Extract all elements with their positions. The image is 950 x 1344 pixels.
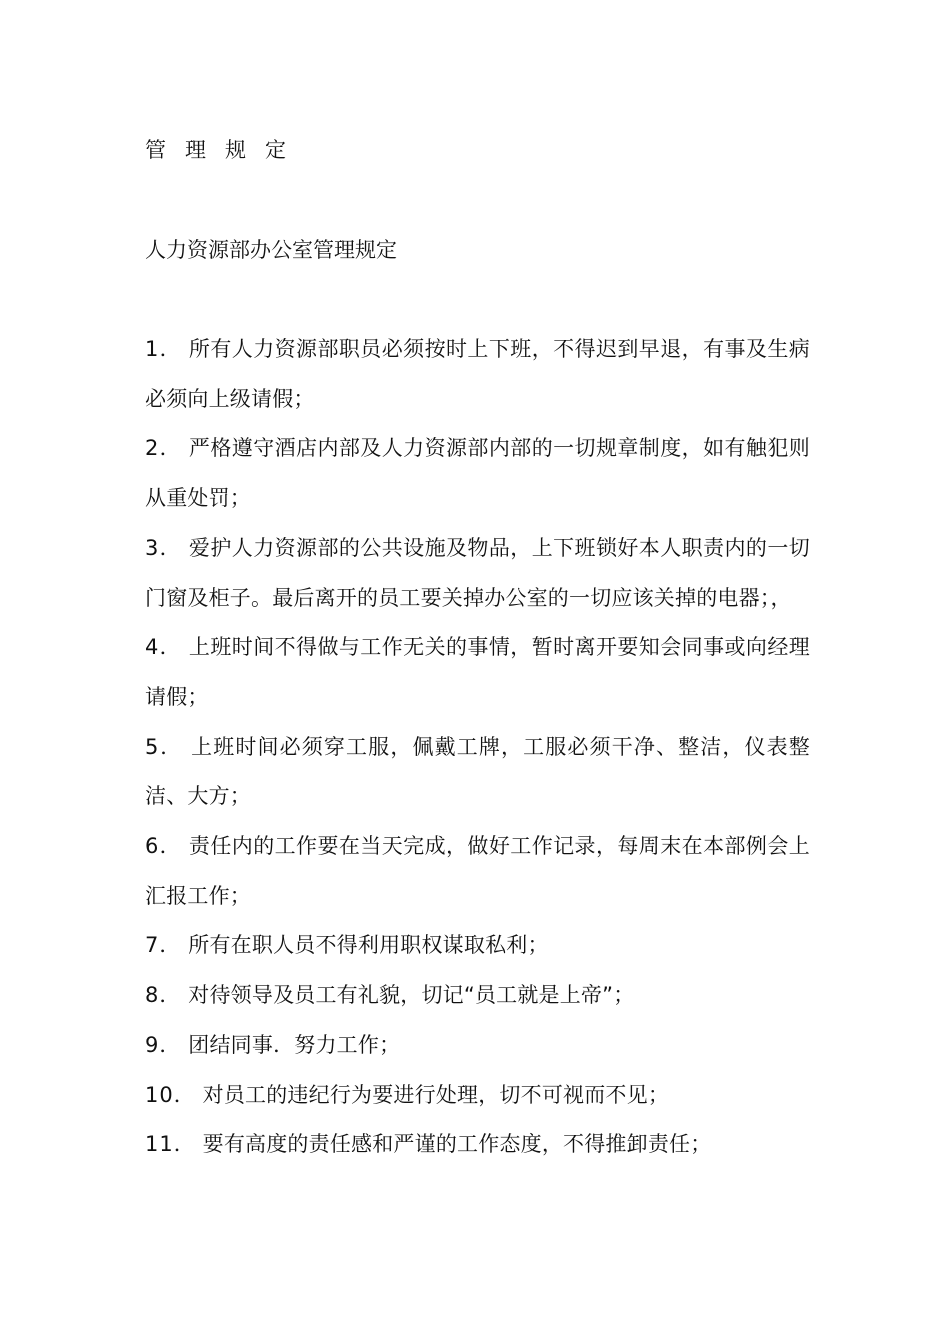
clause-text: 爱护人力资源部的公共设施及物品，上下班锁好本人职责内的一切门窗及柜子。最后离开的员工要关掉办公室的一切应该关掉的电器；， [145, 535, 810, 610]
clause-number: 5． [145, 734, 184, 759]
clause-item [145, 921, 810, 971]
clause-list [145, 325, 810, 1170]
clause-item [145, 524, 810, 623]
clause-item [145, 822, 810, 921]
clause-item [145, 325, 810, 424]
clause-item [145, 723, 810, 822]
clause-number: 2． [145, 436, 182, 461]
clause-number: 9． [145, 1032, 182, 1057]
clause-item [145, 1071, 810, 1121]
clause-item [145, 623, 810, 722]
clause-number: 11． [145, 1132, 196, 1157]
clause-number: 10． [145, 1082, 196, 1107]
clause-number: 3． [145, 535, 182, 560]
clause-item [145, 1120, 810, 1170]
clause-number: 8． [145, 983, 182, 1008]
clause-text: 对员工的违纪行为要进行处理，切不可视而不见； [202, 1082, 670, 1107]
clause-text: 上班时间必须穿工服，佩戴工牌，工服必须干净、整洁，仪表整洁、大方； [145, 734, 810, 809]
clause-text: 对待领导及员工有礼貌，切记“员工就是上帝”； [188, 983, 635, 1008]
clause-text: 严格遵守酒店内部及人力资源部内部的一切规章制度，如有触犯则从重处罚； [145, 436, 810, 511]
clause-item [145, 971, 810, 1021]
clause-text: 所有在职人员不得利用职权谋取私利； [188, 933, 549, 958]
clause-text: 责任内的工作要在当天完成，做好工作记录，每周末在本部例会上汇报工作； [145, 834, 810, 908]
clause-number: 6． [145, 834, 182, 859]
document-subtitle: 人力资源部办公室管理规定 [145, 238, 397, 262]
clause-item [145, 424, 810, 523]
clause-number: 4． [145, 635, 182, 660]
clause-text: 要有高度的责任感和严谨的工作态度，不得推卸责任； [202, 1132, 712, 1157]
clause-text: 上班时间不得做与工作无关的事情，暂时离开要知会同事或向经理请假； [145, 635, 810, 709]
clause-text: 所有人力资源部职员必须按时上下班，不得迟到早退，有事及生病必须向上级请假； [145, 337, 810, 411]
clause-text: 团结同事．努力工作； [188, 1032, 401, 1057]
clause-item [145, 1021, 810, 1071]
clause-number: 7． [145, 933, 182, 958]
clause-number: 1． [145, 337, 182, 361]
document-title: 管理规定 [145, 138, 305, 162]
